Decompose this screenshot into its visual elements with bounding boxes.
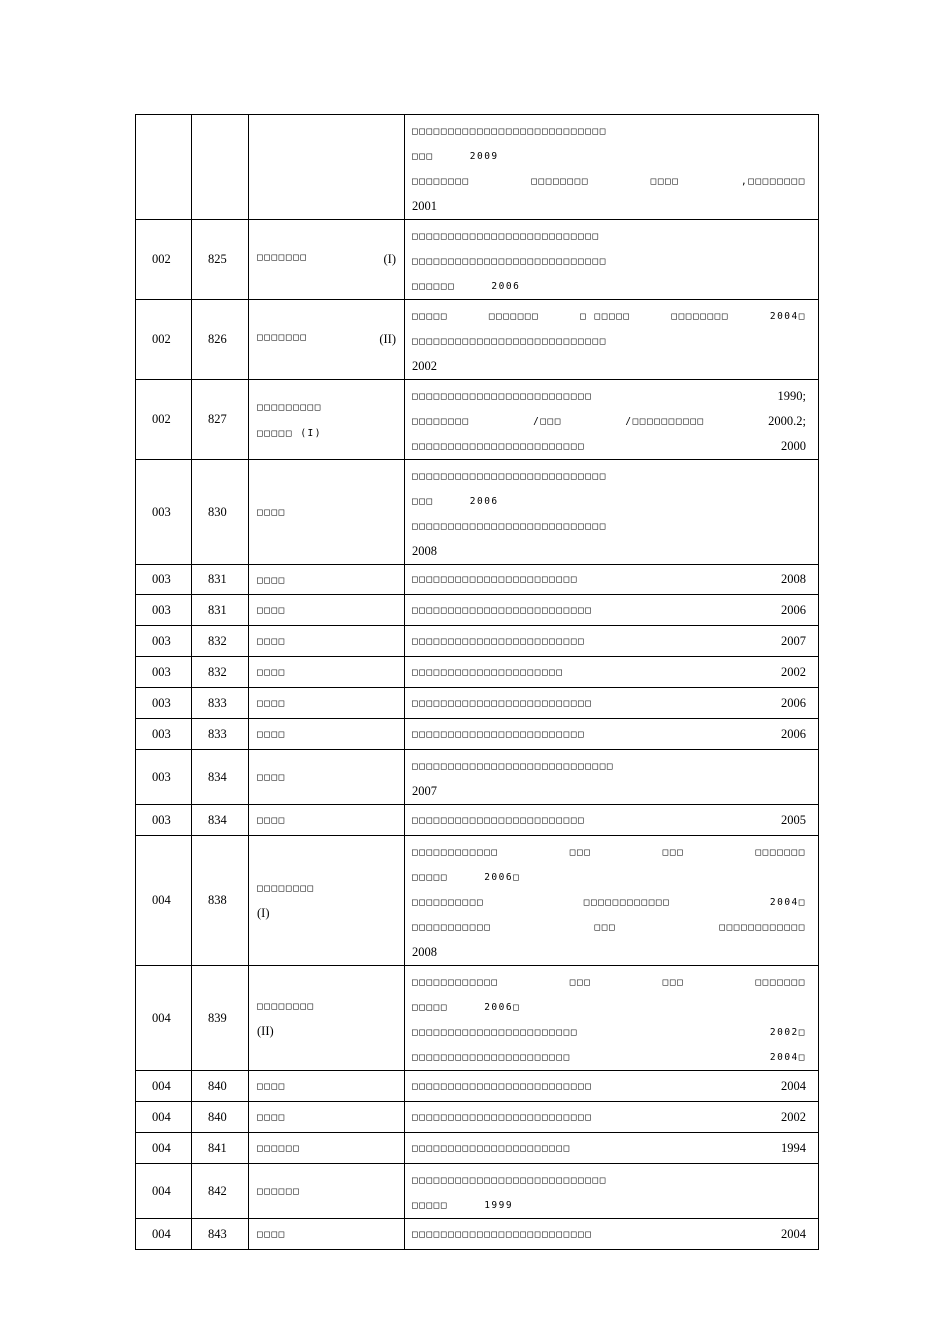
reference-books-cell — [405, 805, 819, 836]
reference-line — [412, 224, 806, 249]
course-part-label: (I) — [383, 252, 396, 266]
category-code-cell: 003 — [136, 460, 192, 565]
reference-books-cell — [405, 1164, 819, 1219]
reference-text: □□□□ — [650, 176, 680, 187]
reference-text: □□□□□□□□□□□□□□□□□□□□□□□□□ — [412, 391, 593, 402]
reference-text: □□□□□ 2006□ — [412, 872, 521, 883]
reference-text: □□□□□□□□□□□□□□□□□□□□□□□ — [412, 574, 579, 585]
category-code-cell: 003 — [136, 595, 192, 626]
reference-line — [412, 865, 806, 890]
reference-text: □□□□□□□□□□ — [412, 897, 485, 908]
category-code-cell: 003 — [136, 626, 192, 657]
table-row — [136, 836, 819, 966]
course-code-cell: 838 — [192, 836, 249, 966]
table-row — [136, 380, 819, 460]
table-row — [136, 115, 819, 220]
category-code-cell: 003 — [136, 688, 192, 719]
reference-text: 1990; — [777, 389, 806, 403]
reference-line — [412, 434, 806, 459]
category-code-cell: 004 — [136, 1133, 192, 1164]
category-code-cell: 004 — [136, 1102, 192, 1133]
category-code-cell: 004 — [136, 836, 192, 966]
reference-text: □□□□□□□□□□□□□□□□□□□□□□□□□ — [412, 1111, 593, 1123]
reference-line — [412, 1136, 806, 1161]
reference-text: 1994 — [781, 1140, 806, 1155]
reference-books-cell — [405, 966, 819, 1071]
reference-line — [412, 567, 806, 592]
table-row — [136, 1133, 819, 1164]
course-name-text: □□□□ — [257, 698, 286, 709]
course-code-cell — [192, 115, 249, 220]
reference-text: □□□□□□□□ — [412, 176, 470, 187]
reference-books-cell — [405, 380, 819, 460]
course-name-text: □□□□ — [257, 772, 286, 783]
course-name-text: □□□□ — [257, 636, 286, 647]
course-name-text: □□□□□□ — [257, 1143, 301, 1154]
reference-line — [412, 1074, 806, 1099]
reference-books-cell — [405, 836, 819, 966]
course-name-text: (I) — [257, 906, 270, 920]
reference-books-cell — [405, 719, 819, 750]
reference-text: □□□□□□□□□□□□□□□□□□□□□□□□□□□ — [412, 1175, 607, 1186]
reference-text: /□□□ — [533, 416, 562, 427]
reference-books-cell — [405, 626, 819, 657]
reference-line — [412, 1020, 806, 1045]
reference-line — [412, 754, 806, 779]
course-name-cell — [249, 595, 405, 626]
reference-text: □□□ — [569, 847, 592, 858]
reference-line — [412, 304, 806, 329]
category-code-cell: 003 — [136, 750, 192, 805]
reference-line — [412, 691, 806, 716]
table-row — [136, 657, 819, 688]
table-row — [136, 1219, 819, 1250]
course-name-text: □□□□ — [257, 1112, 286, 1123]
course-name-text: □□□□ — [257, 605, 286, 616]
course-name-cell — [249, 380, 405, 460]
course-name-text: □□□□□□□□□ — [257, 401, 322, 413]
reference-text: 2006 — [781, 695, 806, 710]
course-name-text: □□□□□□□ — [257, 252, 308, 263]
course-name-cell — [249, 565, 405, 595]
reference-text: 2002 — [781, 664, 806, 679]
course-name-cell — [249, 657, 405, 688]
reference-line — [412, 970, 806, 995]
reference-text: 2001 — [412, 199, 437, 213]
reference-books-cell — [405, 300, 819, 380]
course-code-cell: 841 — [192, 1133, 249, 1164]
reference-text: 2007 — [412, 784, 437, 798]
table-row — [136, 1102, 819, 1133]
category-code-cell: 003 — [136, 805, 192, 836]
course-code-cell: 834 — [192, 805, 249, 836]
course-name-cell — [249, 1164, 405, 1219]
reference-books-cell — [405, 460, 819, 565]
reference-books-cell — [405, 565, 819, 595]
reference-text: □□□□□□□□□□□□□□□□□□□□□□□ — [412, 1027, 579, 1038]
course-name-text: □□□□□□□□ — [257, 883, 315, 894]
reference-text: □□□□□□□□ — [412, 416, 470, 427]
table-row — [136, 688, 819, 719]
reference-text: □□□□□□ 2006 — [412, 281, 521, 292]
reference-books-cell — [405, 1071, 819, 1102]
course-name-text: (II) — [257, 1023, 274, 1038]
reference-text: /□□□□□□□□□□ — [625, 416, 705, 427]
reference-line — [412, 660, 806, 685]
reference-text: 2002 — [412, 359, 437, 373]
reference-text: 2004 — [781, 1226, 806, 1241]
course-name-text: □□□□ — [257, 507, 286, 518]
course-name-text: □□□□□□ — [257, 1186, 301, 1197]
reference-line — [412, 915, 806, 940]
course-name-cell — [249, 750, 405, 805]
reference-text: □□□□□□□□□□□□□□□□□□□□□□ — [412, 1142, 571, 1154]
course-name-text: □□□□□□□ — [257, 332, 308, 343]
category-code-cell: 002 — [136, 380, 192, 460]
reference-text: □□□□□□□□□□□□□□□□□□□□□□□□ — [412, 441, 586, 452]
reference-text: □□□□□□□□□□□□ — [412, 847, 499, 858]
category-code-cell: 003 — [136, 719, 192, 750]
reference-text: □□□ — [662, 847, 685, 858]
reference-text: 2004□ — [769, 1052, 806, 1063]
table-row — [136, 460, 819, 565]
reference-line — [412, 890, 806, 915]
reference-text: □□□ 2009 — [412, 151, 499, 162]
reference-line — [412, 1045, 806, 1070]
reference-text: 2008 — [412, 945, 437, 959]
reference-line — [412, 1222, 806, 1247]
reference-line — [412, 194, 806, 219]
reference-text: □□□ 2006 — [412, 496, 499, 507]
reference-text: □□□□□□□□□□□□ — [719, 922, 806, 933]
reference-line — [412, 779, 806, 804]
category-code-cell: 004 — [136, 966, 192, 1071]
reference-books-cell — [405, 1102, 819, 1133]
course-name-text: □□□□ — [257, 1229, 286, 1240]
reference-line — [412, 489, 806, 514]
table-row — [136, 565, 819, 595]
reference-line — [412, 249, 806, 274]
category-code-cell: 002 — [136, 220, 192, 300]
reference-text: □□□□□□□□□□□□□□□□□□□□□□□□ — [412, 635, 586, 647]
course-name-text: □□□□□□□□ — [257, 1000, 315, 1012]
reference-line — [412, 1193, 806, 1218]
course-code-cell: 832 — [192, 657, 249, 688]
reference-text: □□□□□□□ — [755, 977, 806, 988]
course-code-cell: 833 — [192, 688, 249, 719]
course-code-cell: 843 — [192, 1219, 249, 1250]
reference-text: □□□□□□□□□□□□□□□□□□□□□□□□□□□ — [412, 471, 607, 482]
reference-line — [412, 539, 806, 564]
category-code-cell: 003 — [136, 565, 192, 595]
reference-text: 2002 — [781, 1109, 806, 1124]
course-name-text: □□□□ — [257, 667, 286, 678]
reference-line — [412, 1105, 806, 1130]
reference-text: 2006 — [781, 726, 806, 741]
table-row — [136, 595, 819, 626]
course-name-cell — [249, 688, 405, 719]
reference-text: □□□ — [662, 977, 685, 988]
reference-line — [412, 119, 806, 144]
reference-text: □□□□□□□□ — [671, 311, 730, 322]
category-code-cell: 002 — [136, 300, 192, 380]
reference-text: 2000.2; — [768, 414, 806, 428]
course-name-cell — [249, 1219, 405, 1250]
reference-books-cell — [405, 657, 819, 688]
reference-books-cell — [405, 750, 819, 805]
course-name-cell — [249, 719, 405, 750]
course-name-cell — [249, 300, 405, 380]
reference-text: □□□ — [569, 977, 592, 988]
reference-text: 2004□ — [769, 311, 806, 322]
reference-text: □□□□□□□□□□□□□□□□□□□□□□□□□□ — [412, 231, 600, 242]
reference-text: □ □□□□□ — [580, 311, 631, 322]
course-name-cell — [249, 626, 405, 657]
reference-line — [412, 808, 806, 833]
reference-books-cell — [405, 595, 819, 626]
table-row — [136, 626, 819, 657]
table-row — [136, 1164, 819, 1219]
reference-line — [412, 464, 806, 489]
course-name-text: □□□□ — [257, 815, 286, 826]
reference-text: 2004□ — [769, 897, 806, 908]
reference-text: 2007 — [781, 633, 806, 648]
table-row — [136, 966, 819, 1071]
table-row — [136, 300, 819, 380]
table-row — [136, 220, 819, 300]
reference-text: □□□□□□□□□□□□□□□□□□□□□□ — [412, 1052, 571, 1063]
reference-line — [412, 329, 806, 354]
reference-text: ,□□□□□□□□ — [741, 176, 806, 187]
reference-books-cell — [405, 1219, 819, 1250]
reference-line — [412, 274, 806, 299]
reference-line — [412, 409, 806, 434]
course-code-cell: 831 — [192, 565, 249, 595]
reference-text: □□□□□ — [412, 311, 449, 322]
table-row — [136, 750, 819, 805]
reference-text: 2006 — [781, 602, 806, 617]
reference-text: □□□□□□□□□□□□□□□□□□□□□□□□□□□ — [412, 126, 607, 137]
reference-text: 2002□ — [769, 1027, 806, 1038]
reference-text: □□□□□□□□□□□□ — [412, 977, 499, 988]
course-code-cell: 839 — [192, 966, 249, 1071]
reference-text: 2008 — [781, 572, 806, 586]
course-code-cell: 825 — [192, 220, 249, 300]
course-code-cell: 842 — [192, 1164, 249, 1219]
course-name-cell — [249, 1071, 405, 1102]
course-code-cell: 830 — [192, 460, 249, 565]
course-name-cell — [249, 805, 405, 836]
book-list-table — [135, 114, 819, 1250]
course-name-text: □□□□ — [257, 729, 286, 740]
course-name-cell — [249, 836, 405, 966]
course-name-cell — [249, 1102, 405, 1133]
course-code-cell: 827 — [192, 380, 249, 460]
reference-line — [412, 940, 806, 965]
reference-line — [412, 995, 806, 1020]
category-code-cell: 004 — [136, 1219, 192, 1250]
reference-line — [412, 144, 806, 169]
category-code-cell: 003 — [136, 657, 192, 688]
category-code-cell: 004 — [136, 1164, 192, 1219]
course-code-cell: 826 — [192, 300, 249, 380]
reference-line — [412, 629, 806, 654]
course-code-cell: 833 — [192, 719, 249, 750]
course-name-text: □□□□ — [257, 1081, 286, 1092]
course-code-cell: 831 — [192, 595, 249, 626]
course-name-cell — [249, 1133, 405, 1164]
course-code-cell: 834 — [192, 750, 249, 805]
reference-text: □□□□□□□□ — [531, 176, 590, 187]
reference-books-cell — [405, 220, 819, 300]
reference-books-cell — [405, 115, 819, 220]
reference-text: 2004 — [781, 1078, 806, 1093]
table-row — [136, 805, 819, 836]
reference-text: □□□ — [594, 922, 617, 933]
reference-line — [412, 840, 806, 865]
course-code-cell: 840 — [192, 1102, 249, 1133]
reference-text: □□□□□□□□□□□□□□□□□□□□□□□□ — [412, 728, 586, 740]
reference-text: □□□□□□□□□□□□□□□□□□□□□□□□ — [412, 814, 586, 826]
category-code-cell: 004 — [136, 1071, 192, 1102]
course-name-cell — [249, 115, 405, 220]
reference-books-cell — [405, 1133, 819, 1164]
reference-text: 2005 — [781, 812, 806, 827]
course-name-text: □□□□ — [257, 574, 286, 586]
reference-text: □□□□□□□□□□□□ — [583, 897, 671, 908]
reference-line — [412, 514, 806, 539]
reference-text: 2000 — [781, 439, 806, 453]
course-code-cell: 832 — [192, 626, 249, 657]
reference-text: □□□□□□□□□□□□□□□□□□□□□□□□□□□ — [412, 336, 607, 347]
reference-text: □□□□□□□□□□□□□□□□□□□□□ — [412, 666, 564, 678]
reference-line — [412, 598, 806, 623]
reference-text: □□□□□□□□□□□□□□□□□□□□□□□□□ — [412, 697, 593, 709]
reference-line — [412, 722, 806, 747]
reference-text: □□□□□□□□□□□□□□□□□□□□□□□□□ — [412, 1080, 593, 1092]
course-name-cell — [249, 966, 405, 1071]
table-row — [136, 1071, 819, 1102]
course-name-cell — [249, 220, 405, 300]
course-part-label: (II) — [379, 332, 396, 346]
reference-text: □□□□□□□□□□□□□□□□□□□□□□□□□□□□ — [412, 761, 615, 772]
course-code-cell: 840 — [192, 1071, 249, 1102]
reference-text: □□□□□ 2006□ — [412, 1002, 521, 1013]
reference-text: □□□□□□□□□□□□□□□□□□□□□□□□□ — [412, 1228, 593, 1240]
reference-line — [412, 384, 806, 409]
table-row — [136, 719, 819, 750]
reference-books-cell — [405, 688, 819, 719]
reference-text: 2008 — [412, 544, 437, 558]
table-body — [136, 115, 819, 1250]
reference-text: □□□□□□□□□□□□□□□□□□□□□□□□□□□ — [412, 521, 607, 532]
course-name-text: □□□□□ (I) — [257, 427, 322, 439]
reference-text: □□□□□□□□□□□□□□□□□□□□□□□□□□□ — [412, 256, 607, 267]
reference-text: □□□□□□□ — [488, 311, 540, 322]
reference-line — [412, 1168, 806, 1193]
category-code-cell — [136, 115, 192, 220]
reference-text: □□□□□ 1999 — [412, 1200, 514, 1211]
reference-line — [412, 169, 806, 194]
reference-line — [412, 354, 806, 379]
reference-text: □□□□□□□□□□□ — [412, 922, 492, 933]
course-name-cell — [249, 460, 405, 565]
reference-text: □□□□□□□ — [755, 847, 806, 858]
reference-text: □□□□□□□□□□□□□□□□□□□□□□□□□ — [412, 604, 593, 616]
